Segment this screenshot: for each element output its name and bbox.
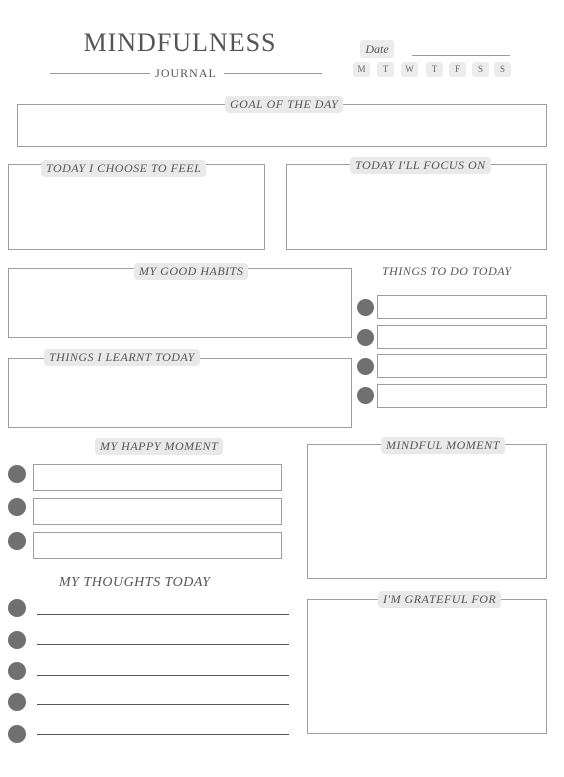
happy-moment-item-1[interactable]	[33, 464, 282, 491]
page-subtitle: JOURNAL	[155, 66, 217, 80]
todo-bullet-1	[357, 299, 374, 316]
day-sunday[interactable]: S	[494, 62, 511, 77]
day-friday[interactable]: F	[449, 62, 466, 77]
today-ill-focus-on-box[interactable]	[286, 164, 547, 250]
thought-line-3[interactable]	[37, 675, 289, 676]
day-saturday[interactable]: S	[472, 62, 489, 77]
happy-bullet-2	[8, 498, 26, 516]
things-to-do-today-label: THINGS TO DO TODAY	[382, 264, 512, 278]
things-i-learnt-today-box[interactable]	[8, 358, 352, 428]
title-rule-right	[224, 73, 322, 74]
todo-item-2[interactable]	[377, 325, 547, 349]
todo-bullet-4	[357, 387, 374, 404]
todo-bullet-3	[357, 358, 374, 375]
day-monday[interactable]: M	[353, 62, 370, 77]
happy-bullet-1	[8, 465, 26, 483]
goal-of-the-day-label: GOAL OF THE DAY	[225, 96, 343, 113]
date-label: Date	[360, 40, 394, 58]
day-wednesday[interactable]: W	[401, 62, 418, 77]
mindful-moment-label: MINDFUL MOMENT	[381, 437, 505, 454]
thought-bullet-1	[8, 599, 26, 617]
day-tuesday[interactable]: T	[377, 62, 394, 77]
thought-line-1[interactable]	[37, 614, 289, 615]
mindful-moment-box[interactable]	[307, 444, 547, 579]
thought-bullet-2	[8, 631, 26, 649]
page-title: MINDFULNESS	[83, 28, 277, 57]
thought-bullet-3	[8, 662, 26, 680]
date-line[interactable]	[412, 55, 510, 56]
todo-item-1[interactable]	[377, 295, 547, 319]
happy-moment-item-3[interactable]	[33, 532, 282, 559]
thought-bullet-4	[8, 693, 26, 711]
todo-bullet-2	[357, 329, 374, 346]
happy-bullet-3	[8, 532, 26, 550]
happy-moment-item-2[interactable]	[33, 498, 282, 525]
todo-item-4[interactable]	[377, 384, 547, 408]
my-happy-moment-label: MY HAPPY MOMENT	[95, 438, 223, 455]
thought-line-4[interactable]	[37, 704, 289, 705]
today-i-choose-to-feel-label: TODAY I CHOOSE TO FEEL	[41, 160, 206, 177]
day-thursday[interactable]: T	[426, 62, 443, 77]
today-ill-focus-on-label: TODAY I'LL FOCUS ON	[350, 157, 491, 174]
thought-line-5[interactable]	[37, 734, 289, 735]
my-good-habits-label: MY GOOD HABITS	[134, 263, 248, 280]
thought-line-2[interactable]	[37, 644, 289, 645]
my-thoughts-today-label: MY THOUGHTS TODAY	[59, 575, 211, 590]
things-i-learnt-today-label: THINGS I LEARNT TODAY	[44, 349, 200, 366]
title-rule-left	[50, 73, 150, 74]
im-grateful-for-box[interactable]	[307, 599, 547, 734]
im-grateful-for-label: I'M GRATEFUL FOR	[378, 591, 501, 608]
thought-bullet-5	[8, 725, 26, 743]
todo-item-3[interactable]	[377, 354, 547, 378]
